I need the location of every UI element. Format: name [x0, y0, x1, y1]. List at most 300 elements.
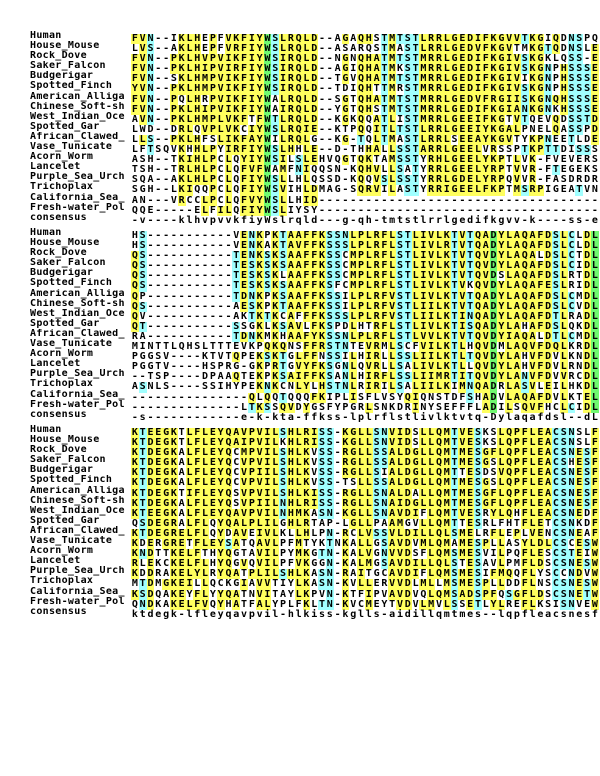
residue-cell: Y [217, 487, 224, 499]
residue-cell: Q [357, 53, 365, 65]
residue-cell: E [537, 507, 544, 519]
residue-cell: - [155, 290, 162, 302]
residue-cell: C [568, 230, 575, 241]
residue-cell: V [139, 113, 146, 125]
residue-cell: - [490, 608, 497, 620]
residue-cell: R [428, 133, 435, 145]
residue-cell: K [170, 467, 177, 479]
residue-cell: - [202, 411, 209, 423]
residue-cell: V [459, 230, 466, 241]
residue-cell: G [311, 133, 318, 145]
residue-cell: Q [233, 164, 240, 176]
residue-cell: W [139, 123, 146, 135]
residue-cell: I [264, 548, 271, 560]
residue-cell: L [303, 103, 310, 115]
residue-cell: S [264, 260, 271, 272]
residue-cell: L [186, 53, 193, 65]
residue-cell: T [163, 341, 170, 353]
residue-cell: S [576, 93, 583, 105]
residue-cell: S [560, 538, 567, 550]
residue-cell: D [576, 568, 583, 580]
residue-cell: Q [194, 184, 201, 196]
residue-cell: q [474, 411, 481, 423]
residue-cell: L [545, 538, 552, 550]
residue-cell: L [350, 361, 357, 373]
residue-cell: I [474, 103, 481, 115]
residue-cell: Q [435, 447, 442, 459]
residue-cell: A [163, 588, 170, 600]
residue-cell: - [155, 103, 162, 115]
residue-cell: S [412, 437, 419, 449]
residue-cell: H [319, 381, 326, 393]
residue-cell: - [373, 214, 380, 226]
residue-cell: S [576, 43, 583, 55]
residue-cell: V [552, 154, 559, 166]
residue-cell: D [545, 230, 552, 241]
residue-cell: S [498, 270, 505, 282]
residue-cell: - [155, 53, 162, 65]
residue-cell: V [217, 93, 224, 105]
residue-cell: N [545, 527, 552, 539]
residue-cell: - [170, 204, 177, 216]
residue-cell: S [326, 381, 333, 393]
residue-cell: - [319, 113, 326, 125]
sequence-label: Budgerigar [30, 268, 94, 279]
residue-cell: L [280, 43, 287, 55]
residue-cell: L [412, 250, 419, 262]
residue-cell: G [373, 558, 380, 570]
residue-cell: F [521, 517, 528, 529]
residue-cell: L [225, 194, 232, 206]
residue-cell: R [498, 381, 505, 393]
residue-cell: S [560, 558, 567, 570]
residue-cell: L [529, 437, 536, 449]
residue-cell: - [381, 204, 388, 216]
residue-cell: N [342, 341, 349, 353]
residue-cell: I [428, 381, 435, 393]
residue-cell: L [435, 270, 442, 282]
residue-cell: M [576, 330, 583, 342]
residue-cell: I [506, 73, 513, 85]
residue-cell: V [498, 391, 505, 403]
residue-cell: A [513, 361, 520, 373]
residue-cell: - [163, 411, 170, 423]
residue-cell: S [248, 300, 255, 312]
residue-cell: P [248, 507, 255, 519]
residue-cell: G [248, 320, 255, 332]
residue-cell: L [389, 260, 396, 272]
residue-cell: L [295, 437, 302, 449]
residue-cell: F [521, 487, 528, 499]
residue-cell: T [272, 578, 279, 590]
residue-cell: - [467, 204, 474, 216]
residue-cell: C [233, 467, 240, 479]
residue-cell: Q [233, 174, 240, 186]
residue-cell: - [163, 63, 170, 75]
residue-cell: R [373, 351, 380, 363]
residue-cell: I [350, 391, 357, 403]
residue-cell: - [537, 214, 544, 226]
residue-cell: k [272, 411, 279, 423]
residue-cell: Y [498, 290, 505, 302]
residue-cell: - [319, 63, 326, 75]
residue-cell: V [529, 527, 536, 539]
sequence-cells [131, 425, 599, 438]
residue-cell: Q [225, 427, 232, 438]
residue-cell: M [459, 487, 466, 499]
residue-cell: I [506, 330, 513, 342]
residue-cell: T [350, 103, 357, 115]
residue-cell: V [241, 497, 248, 509]
residue-cell: M [459, 527, 466, 539]
alignment-block-2 [30, 228, 599, 423]
residue-cell: Y [209, 588, 216, 600]
residue-cell: S [326, 310, 333, 322]
residue-cell: K [178, 144, 185, 156]
residue-cell: N [381, 487, 388, 499]
residue-cell: I [264, 447, 271, 459]
residue-cell: S [474, 538, 481, 550]
residue-cell: L [498, 598, 505, 610]
residue-cell: V [365, 341, 372, 353]
residue-cell: S [357, 391, 365, 403]
residue-cell: S [474, 477, 481, 489]
residue-cell: F [537, 280, 544, 292]
residue-cell: S [474, 427, 481, 438]
residue-cell: l [280, 214, 287, 226]
residue-cell: Q [435, 427, 442, 438]
residue-cell: S [272, 194, 279, 206]
residue-cell: R [178, 194, 185, 206]
residue-cell: - [178, 230, 185, 241]
residue-cell: C [233, 457, 240, 469]
residue-cell: M [389, 53, 396, 65]
residue-cell: e [576, 608, 583, 620]
residue-cell: Q [506, 457, 513, 469]
residue-cell: E [311, 144, 318, 156]
residue-cell: H [194, 103, 201, 115]
residue-cell: D [591, 113, 598, 125]
residue-cell: V [389, 578, 396, 590]
residue-cell: L [435, 351, 442, 363]
residue-cell: - [163, 113, 170, 125]
residue-cell: L [591, 341, 598, 353]
residue-cell: R [373, 250, 380, 262]
residue-cell: G [233, 361, 240, 373]
residue-cell: A [373, 93, 380, 105]
residue-cell: - [163, 260, 170, 272]
sequence-label: California_Sea_ [30, 389, 125, 400]
residue-cell: M [131, 341, 138, 353]
residue-cell: F [194, 497, 201, 509]
residue-cell: A [396, 43, 403, 55]
residue-cell: A [248, 133, 255, 145]
residue-cell: D [467, 73, 474, 85]
residue-cell: S [280, 280, 287, 292]
residue-cell: S [474, 568, 481, 580]
residue-cell: N [545, 133, 552, 145]
residue-cell: K [350, 164, 357, 176]
residue-cell: H [194, 33, 201, 44]
residue-cell: k [303, 608, 310, 620]
residue-cell: V [482, 361, 489, 373]
residue-cell: I [420, 230, 427, 241]
residue-cell: - [170, 300, 177, 312]
residue-cell: Q [209, 517, 216, 529]
residue-cell: G [163, 447, 170, 459]
residue-cell: P [248, 457, 255, 469]
residue-cell: G [233, 548, 240, 560]
residue-cell: E [155, 427, 162, 438]
consensus-row [30, 606, 599, 620]
residue-cell: - [326, 43, 333, 55]
residue-cell: - [396, 194, 403, 206]
residue-cell: - [350, 204, 357, 216]
residue-cell: C [280, 381, 287, 393]
residue-cell: C [552, 588, 559, 600]
residue-cell: S [147, 133, 154, 145]
residue-cell: L [202, 568, 209, 580]
residue-cell: R [233, 144, 240, 156]
residue-cell: R [342, 568, 349, 580]
sequence-cells [131, 132, 599, 145]
residue-cell: G [451, 33, 458, 44]
residue-cell: L [365, 578, 372, 590]
residue-cell: T [280, 361, 287, 373]
residue-cell: L [357, 527, 365, 539]
residue-cell: P [280, 558, 287, 570]
alignment-block-3 [30, 425, 599, 620]
residue-cell: - [576, 204, 583, 216]
residue-cell: I [451, 381, 458, 393]
residue-cell: D [467, 53, 474, 65]
residue-cell: l [202, 608, 209, 620]
residue-cell: F [241, 144, 248, 156]
residue-cell: R [435, 113, 442, 125]
residue-cell: t [404, 411, 411, 423]
residue-cell: K [529, 43, 536, 55]
consensus-row [30, 212, 599, 226]
residue-cell: Q [233, 184, 240, 196]
sequence-cells [131, 445, 599, 459]
residue-cell: D [241, 330, 248, 342]
residue-cell: D [584, 381, 591, 393]
residue-cell: S [326, 497, 333, 509]
residue-cell: F [194, 598, 201, 610]
residue-cell: K [170, 437, 177, 449]
residue-cell: Q [513, 548, 520, 560]
residue-cell: - [373, 204, 380, 216]
residue-cell: W [264, 174, 271, 186]
residue-cell: K [272, 371, 279, 383]
residue-cell: G [404, 517, 411, 529]
residue-cell: G [537, 103, 544, 115]
residue-cell: D [490, 250, 497, 262]
residue-cell: L [186, 497, 193, 509]
residue-cell: H [287, 507, 294, 519]
residue-cell: Q [233, 371, 240, 383]
residue-cell: A [513, 250, 520, 262]
residue-cell: a [545, 608, 552, 620]
alignment-row [30, 111, 599, 125]
residue-cell: Q [280, 401, 287, 413]
residue-cell: F [381, 270, 388, 282]
residue-cell: G [163, 527, 170, 539]
residue-cell: R [287, 103, 294, 115]
residue-cell: Q [334, 154, 341, 166]
residue-cell: s [334, 411, 341, 423]
residue-cell: D [311, 73, 318, 85]
residue-cell: D [147, 477, 154, 489]
residue-cell: S [272, 401, 279, 413]
residue-cell: E [373, 578, 380, 590]
residue-cell: D [490, 300, 497, 312]
residue-cell: C [233, 477, 240, 489]
residue-cell: K [529, 103, 536, 115]
residue-cell: - [428, 194, 435, 206]
residue-cell: Q [163, 144, 170, 156]
residue-cell: - [202, 260, 209, 272]
residue-cell: - [482, 411, 489, 423]
residue-cell: T [381, 113, 388, 125]
residue-cell: I [264, 497, 271, 509]
sequence-cells [131, 597, 599, 610]
residue-cell: t [412, 214, 419, 226]
residue-cell: F [521, 588, 528, 600]
residue-cell: A [272, 103, 279, 115]
residue-cell: M [513, 558, 520, 570]
residue-cell: I [412, 391, 419, 403]
residue-cell: L [287, 194, 294, 206]
alignment-row [30, 465, 599, 479]
residue-cell: F [521, 558, 528, 570]
residue-cell: W [591, 538, 598, 550]
residue-cell: I [264, 437, 271, 449]
sequence-cells [131, 248, 599, 262]
residue-cell: S [272, 174, 279, 186]
residue-cell: W [264, 144, 271, 156]
residue-cell: E [576, 487, 583, 499]
residue-cell: - [225, 300, 232, 312]
residue-cell: S [334, 230, 341, 241]
residue-cell: M [443, 497, 450, 509]
residue-cell: P [537, 144, 544, 156]
residue-cell: A [545, 497, 552, 509]
residue-cell: T [280, 300, 287, 312]
residue-cell: I [412, 527, 419, 539]
residue-cell: Q [311, 164, 318, 176]
residue-cell: Q [264, 341, 271, 353]
residue-cell: A [404, 381, 411, 393]
residue-cell: V [373, 174, 380, 186]
residue-cell: Y [311, 538, 318, 550]
residue-cell: S [451, 548, 458, 560]
residue-cell: L [186, 93, 193, 105]
residue-cell: N [147, 103, 154, 115]
residue-cell: G [163, 517, 170, 529]
residue-cell: A [545, 447, 552, 459]
residue-cell: S [568, 63, 575, 75]
residue-cell: N [248, 240, 255, 252]
residue-cell: L [584, 43, 591, 55]
residue-cell: I [420, 290, 427, 302]
residue-cell: F [482, 93, 489, 105]
residue-cell: T [584, 588, 591, 600]
residue-cell: R [287, 123, 294, 135]
residue-cell: V [552, 371, 559, 383]
residue-cell: C [552, 487, 559, 499]
residue-cell: - [155, 280, 162, 292]
residue-cell: Q [131, 320, 138, 332]
residue-cell: L [443, 43, 450, 55]
residue-cell: S [404, 351, 411, 363]
residue-cell: N [342, 230, 349, 241]
residue-cell: - [209, 260, 216, 272]
residue-cell: L [139, 133, 146, 145]
sequence-label: Acorn_Worm [30, 546, 94, 557]
residue-cell: L [186, 598, 193, 610]
residue-cell: H [521, 361, 528, 373]
residue-cell: L [264, 598, 271, 610]
residue-cell: N [576, 351, 583, 363]
residue-cell: L [591, 320, 598, 332]
residue-cell: P [342, 401, 349, 413]
residue-cell: - [194, 351, 201, 363]
residue-cell: P [513, 467, 520, 479]
residue-cell: V [241, 457, 248, 469]
residue-cell: - [342, 204, 349, 216]
residue-cell: L [498, 447, 505, 459]
residue-cell: I [396, 437, 403, 449]
residue-cell: S [272, 33, 279, 44]
residue-cell: - [350, 133, 357, 145]
residue-cell: Y [217, 588, 224, 600]
residue-cell: S [396, 381, 403, 393]
residue-cell: F [591, 437, 598, 449]
residue-cell: E [147, 538, 154, 550]
residue-cell: Y [194, 568, 201, 580]
residue-cell: S [521, 381, 528, 393]
residue-cell: - [319, 43, 326, 55]
residue-cell: L [428, 467, 435, 479]
residue-cell: - [280, 608, 287, 620]
residue-cell: A [233, 538, 240, 550]
residue-cell: - [334, 477, 341, 489]
residue-cell: - [155, 260, 162, 272]
residue-cell: Y [256, 133, 263, 145]
residue-cell: N [147, 93, 154, 105]
residue-cell: L [560, 330, 567, 342]
residue-cell: - [334, 437, 341, 449]
residue-cell: G [498, 53, 505, 65]
residue-cell: Q [178, 341, 185, 353]
residue-cell: T [225, 351, 232, 363]
residue-cell: N [147, 33, 154, 44]
residue-cell: I [420, 371, 427, 383]
residue-cell: L [396, 477, 403, 489]
residue-cell: T [139, 487, 146, 499]
residue-cell: Y [521, 133, 528, 145]
residue-cell: L [202, 477, 209, 489]
residue-cell: T [467, 300, 474, 312]
sequence-cells [131, 142, 599, 156]
residue-cell: T [155, 548, 162, 560]
residue-cell: L [303, 43, 310, 55]
residue-cell: F [490, 568, 497, 580]
residue-cell: W [264, 63, 271, 75]
residue-cell: - [170, 260, 177, 272]
residue-cell: L [506, 310, 513, 322]
